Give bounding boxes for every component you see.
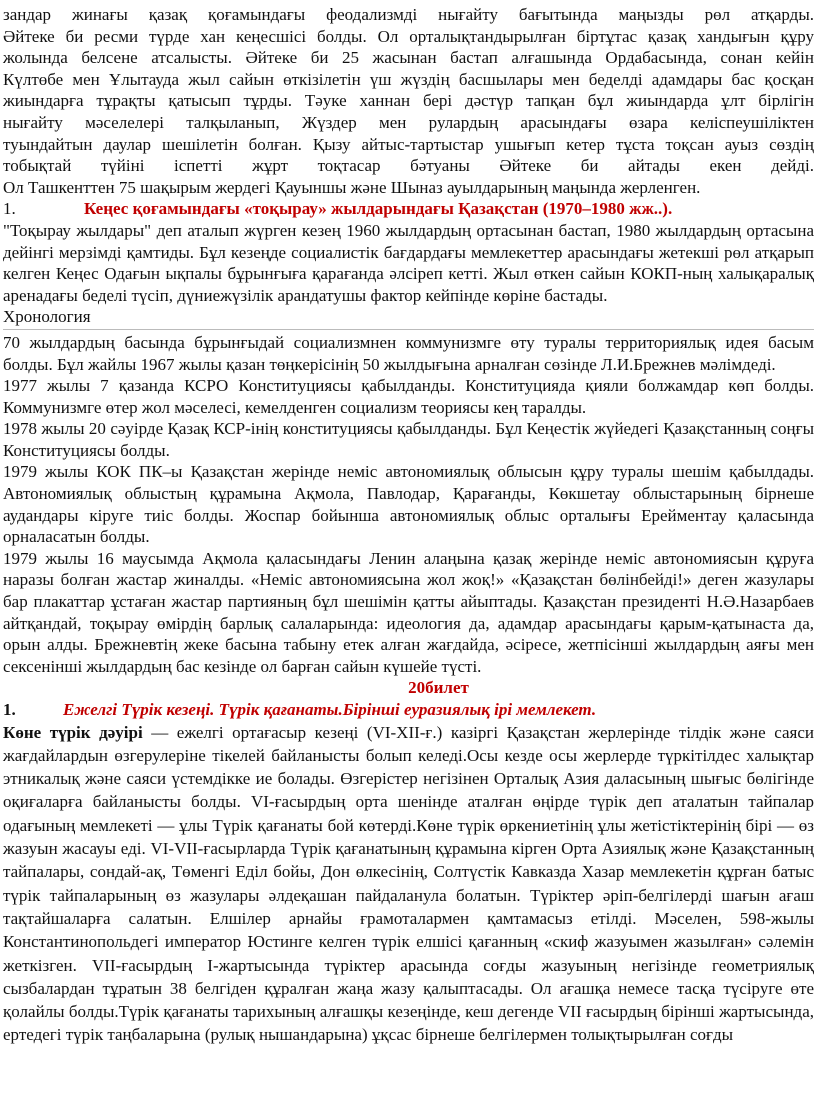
chronology-item: 1979 жылы КОК ПК–ы Қазақстан жерінде неміс автономиялық облысын құру туралы шешім қабылдады. Автономиялық облыстың құрамына Ақмола, Павлодар, Қарағанды, Көкшетау облыстарының бірнеше аудандары кіруге тиіс болды. Жоспар бойынша автономиялық облыс орталығы Ерейментау қаласында орналасатын болды. xyxy=(3,462,814,547)
section-intro: "Тоқырау жылдары" деп аталып жүрген кезең 1960 жылдардың ортасынан бастап, 1980 жылдардың ортасына дейінгі мерзімді қамтиды. Бұл кезеңде социалистік бағдардағы мемлекеттер арасындағы жетекші рөл атқарып келген Кеңес Одағын ықпалы бұрынғыға қарағанда әлсіреп кетті. Жыл өткен сайын КОКП-ның халықаралық аренадағы беделі түсіп, дүниежүзілік арандатушы фактор кейпінде көріне бастады. xyxy=(3,220,814,305)
text-line: Әйтеке би ресми түрде хан кеңесшісі болды. Ол орталықтандырылған біртұтас қазақ хандығын құру xyxy=(3,26,814,46)
text-line: Ол Ташкенттен 75 шақырым жердегі Қауыншы және Шыназ ауылдарының маңында жерленген. xyxy=(3,177,701,197)
term: Көне түрік дәуірі xyxy=(3,722,143,742)
section-paragraph xyxy=(3,721,814,1047)
section-heading xyxy=(3,699,814,721)
chronology-item: 1979 жылы 16 маусымда Ақмола қаласындағы Ленин алаңына қазақ жерінде неміс автономиясын құруға наразы болған жастар жиналды. «Неміс автономиясына жол жоқ!» «Қазақстан бөлінбейді!» деген жазулары бар плакаттар ұстаған жастар партияның бұл шешімін қатты айыптады. Қазақстан президенті Н.Ә.Назарбаев айтқандай, тоқырау өмірдің барлық салаларында: идеология да, адамдар арасындағы қарым-қатынаста да, орын алды. Брежневтің жеке басына табыну етек алған жағдайда, әсіресе, жетпісінші жылдардың аяғы мен сексенінші жылдардың бас кезінде ол барған сайын күшейе түсті. xyxy=(3,548,814,676)
section-body xyxy=(3,721,814,1047)
text-line: жолында белсене атсалысты. Әйтеке би 25 жасынан бастап алғашында Ордабасында, сонан кейін xyxy=(3,48,814,68)
paragraph-text: — ежелгі ортағасыр кезеңі (VI-XII-ғ.) казіргі Қазақстан жерлерінде тілдік және саяси жағдайлардын өзгерулеріне тікелей байланысты болып келеді.Осы кезде осы жерлерде түркітілдес халықтар этникалық және саяси үстемдікке ие болады. Өзгерістер негізінен Орталық Азия даласының шығыс бөлігінде оқиғаларға байланысты болды. VI-ғасырдың орта шенінде аталған өңірде түрік деп аталатын тайпалар одағының мемлекеті — ұлы Түрік қағанаты бой көтерді.Көне түрік өркениетінің ұлы жетістіктерінің бірі — өз жазуын жасауы еді. VI-VII-ғасырларда Түрік қағанатының құрамына кірген Орта Азиялық және Қазақстанның тайпалары, сондай-ақ, Төменгі Еділ бойы, Дон өлкесінің, Солтүстік Кавказда Хазар мемлекетін құрған батыс түрік тайпаларының өз жазулары әлдеқашан пайдаланула болатын. Түріктер әріп-белгілерді шағын ағаш тақтайшаларға салатын. Елшілер арнайы ғрамоталармен қамтамасыз етілді. Мәселен, 598-жылы Константинопольдегі император Юстинге келген түрік елшісі қағанның «скиф жазуымен жазылған» сәлемін жеткізген. VII-ғасырдың І-жартысында түріктер арасында соғды жазуының негізінде геометриялық сызбалардан тұратын 38 белгіден құралған жаңа жазу қалыптасады. Ол ағашқа немесе тасқа түсіруге өте қолайлы болды.Түрік қағанаты тарихының алғашқы кезеңінде, кеш дегенде VII ғасырдың бірінші жартысында, ертедегі түрік таңбаларына (рулық нышандарына) ұқсас бірнеше белгілермен толықтырылған соғды xyxy=(3,722,814,1045)
section-title: Ежелгі Түрік кезеңі. Түрік қағанаты.Бірінші еуразиялық ірі мемлекет. xyxy=(63,700,597,719)
chronology-item: 1977 жылы 7 қазанда КСРО Конституциясы қабылданды. Конституцияда қияли болжамдар көп болды. Коммунизмге өтер жол мәселесі, кемелденген социализм теориясы кең таралды. xyxy=(3,376,814,417)
section-number: 1. xyxy=(3,199,16,219)
top-paragraph xyxy=(3,4,814,198)
text-line: зандар жинағы қазақ қоғамындағы феодализмді нығайту бағытында маңызды рөл атқарды. xyxy=(3,5,814,24)
section-heading xyxy=(3,198,814,220)
ticket-heading xyxy=(3,677,814,699)
text-line: Күлтөбе мен Ұлытауда жыл сайын өткізілетін үш жүздің басшылары мен беделді адамдары бас қосқан xyxy=(3,69,814,89)
chronology-title: Хронология xyxy=(3,307,91,327)
chronology-item: 70 жылдардың басында бұрынғыдай социализмнен коммунизмге өту туралы территориялық идея басым болды. Бұл жайлы 1967 жылы қазан төңкерісінің 50 жылдығына арналған сөзінде Л.И.Брежнев мәлімдеді. xyxy=(3,332,814,374)
text-line: жиындарға тұрақты қатысып тұрды. Тәуке ханнан бері дәстүр тапқан бұл жиындарда ұлт бірлігін xyxy=(3,91,814,111)
chronology-item: 1978 жылы 20 сәуірде Қазақ КСР-інің конституциясы қабылданды. Бұл Кеңестік жүйедегі Қазақстанның соңғы Конституциясы болды. xyxy=(3,419,814,460)
text-line: нығайту мәселелері талқыланып, Жүздер мен рулардың арасындағы өзара келіспеушіліктен xyxy=(3,112,814,132)
ticket-label: 20билет xyxy=(408,678,469,698)
text-line: тобықтай түйіні іспетті жұрт тоқтасар бәтуаны Әйтеке би айтады екен дейді. xyxy=(3,156,814,176)
section-number: 1. xyxy=(3,700,16,719)
section-title: Кеңес қоғамындағы «тоқырау» жылдарындағы Қазақстан (1970–1980 жж..). xyxy=(84,199,673,219)
text-line: туындайтын даулар шешілетін болған. Қызу айтыс-тартыстар ушығып кетер тұста тоқсан ауыз сөздің xyxy=(3,134,814,154)
divider xyxy=(3,329,814,330)
